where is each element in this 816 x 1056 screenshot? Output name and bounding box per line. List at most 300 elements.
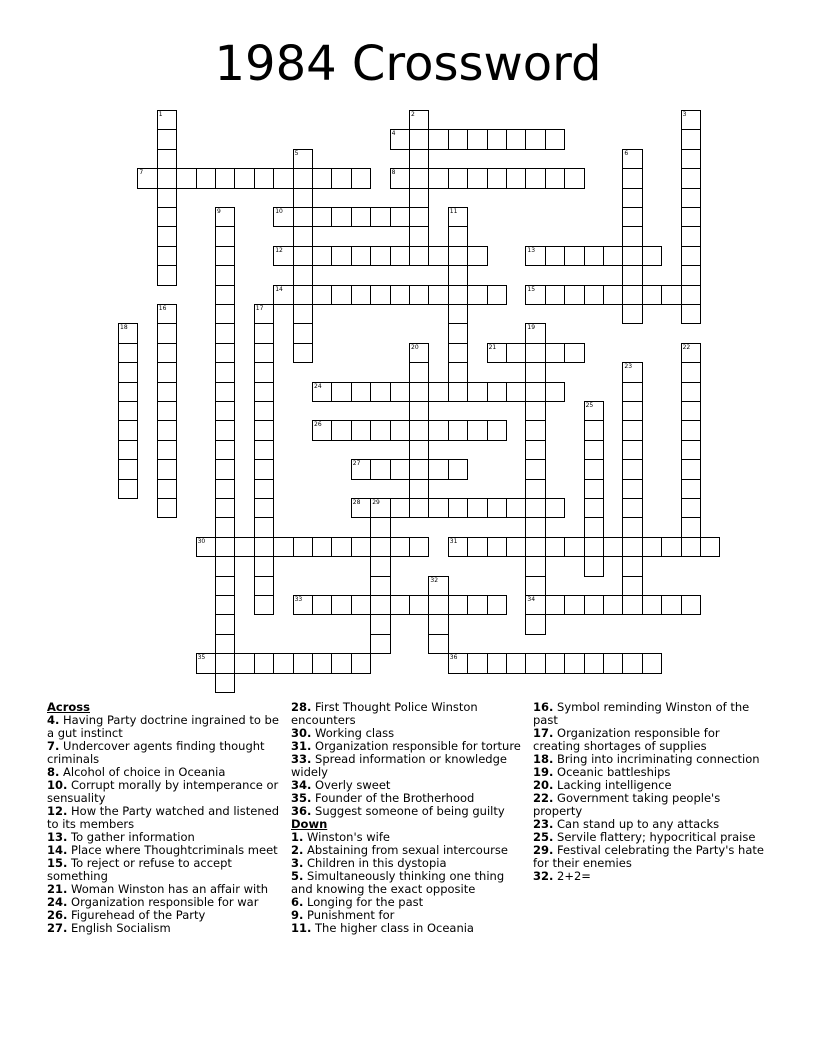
grid-cell[interactable] (157, 440, 177, 460)
grid-cell[interactable] (390, 129, 410, 149)
grid-cell[interactable] (118, 440, 138, 460)
grid-cell[interactable] (293, 188, 313, 208)
grid-cell[interactable] (584, 537, 604, 557)
grid-cell[interactable] (409, 537, 429, 557)
grid-cell[interactable] (622, 459, 642, 479)
grid-cell[interactable] (312, 382, 332, 402)
grid-cell[interactable] (293, 246, 313, 266)
grid-cell[interactable] (428, 285, 448, 305)
grid-cell[interactable] (215, 537, 235, 557)
grid-cell[interactable] (622, 265, 642, 285)
grid-cell[interactable] (681, 304, 701, 324)
grid-cell[interactable] (351, 168, 371, 188)
grid-cell[interactable] (409, 459, 429, 479)
grid-cell[interactable] (681, 440, 701, 460)
grid-cell[interactable] (215, 614, 235, 634)
grid-cell[interactable] (681, 168, 701, 188)
grid-cell[interactable] (312, 595, 332, 615)
grid-cell[interactable] (681, 246, 701, 266)
grid-cell[interactable] (603, 246, 623, 266)
grid-cell[interactable] (409, 129, 429, 149)
grid-cell[interactable] (622, 207, 642, 227)
grid-cell[interactable] (293, 343, 313, 363)
grid-cell[interactable] (681, 401, 701, 421)
grid-cell[interactable] (622, 304, 642, 324)
grid-cell[interactable] (254, 420, 274, 440)
grid-cell[interactable] (564, 595, 584, 615)
grid-cell[interactable] (409, 479, 429, 499)
grid-cell[interactable] (448, 246, 468, 266)
grid-cell[interactable] (370, 382, 390, 402)
grid-cell[interactable] (448, 595, 468, 615)
grid-cell[interactable] (409, 382, 429, 402)
grid-cell[interactable] (603, 537, 623, 557)
grid-cell[interactable] (681, 420, 701, 440)
grid-cell[interactable] (351, 420, 371, 440)
grid-cell[interactable] (331, 537, 351, 557)
grid-cell[interactable] (681, 207, 701, 227)
grid-cell[interactable] (370, 285, 390, 305)
grid-cell[interactable] (370, 420, 390, 440)
grid-cell[interactable] (428, 498, 448, 518)
grid-cell[interactable] (545, 246, 565, 266)
grid-cell[interactable] (681, 479, 701, 499)
grid-cell[interactable] (525, 323, 545, 343)
grid-cell[interactable] (215, 673, 235, 693)
grid-cell[interactable] (351, 382, 371, 402)
grid-cell[interactable] (545, 498, 565, 518)
grid-cell[interactable] (370, 595, 390, 615)
grid-cell[interactable] (525, 614, 545, 634)
grid-cell[interactable] (448, 537, 468, 557)
grid-cell[interactable] (681, 362, 701, 382)
grid-cell[interactable] (215, 362, 235, 382)
grid-cell[interactable] (661, 285, 681, 305)
grid-cell[interactable] (428, 420, 448, 440)
grid-cell[interactable] (487, 595, 507, 615)
grid-cell[interactable] (293, 149, 313, 169)
grid-cell[interactable] (157, 382, 177, 402)
grid-cell[interactable] (118, 323, 138, 343)
grid-cell[interactable] (525, 401, 545, 421)
grid-cell[interactable] (176, 168, 196, 188)
grid-cell[interactable] (215, 653, 235, 673)
grid-cell[interactable] (118, 420, 138, 440)
grid-cell[interactable] (584, 440, 604, 460)
grid-cell[interactable] (293, 537, 313, 557)
grid-cell[interactable] (681, 188, 701, 208)
grid-cell[interactable] (254, 517, 274, 537)
grid-cell[interactable] (622, 595, 642, 615)
grid-cell[interactable] (312, 207, 332, 227)
grid-cell[interactable] (254, 653, 274, 673)
grid-cell[interactable] (273, 653, 293, 673)
grid-cell[interactable] (564, 285, 584, 305)
grid-cell[interactable] (564, 246, 584, 266)
grid-cell[interactable] (661, 537, 681, 557)
grid-cell[interactable] (370, 556, 390, 576)
grid-cell[interactable] (487, 168, 507, 188)
grid-cell[interactable] (273, 207, 293, 227)
grid-cell[interactable] (525, 537, 545, 557)
grid-cell[interactable] (293, 285, 313, 305)
grid-cell[interactable] (390, 382, 410, 402)
grid-cell[interactable] (467, 382, 487, 402)
grid-cell[interactable] (215, 246, 235, 266)
grid-cell[interactable] (487, 285, 507, 305)
grid-cell[interactable] (351, 459, 371, 479)
grid-cell[interactable] (293, 265, 313, 285)
grid-cell[interactable] (642, 595, 662, 615)
grid-cell[interactable] (331, 207, 351, 227)
grid-cell[interactable] (622, 188, 642, 208)
grid-cell[interactable] (448, 498, 468, 518)
grid-cell[interactable] (622, 537, 642, 557)
grid-cell[interactable] (564, 343, 584, 363)
grid-cell[interactable] (331, 168, 351, 188)
grid-cell[interactable] (254, 382, 274, 402)
grid-cell[interactable] (487, 129, 507, 149)
grid-cell[interactable] (409, 246, 429, 266)
grid-cell[interactable] (254, 479, 274, 499)
grid-cell[interactable] (254, 537, 274, 557)
grid-cell[interactable] (157, 479, 177, 499)
grid-cell[interactable] (622, 285, 642, 305)
grid-cell[interactable] (545, 382, 565, 402)
grid-cell[interactable] (681, 517, 701, 537)
grid-cell[interactable] (254, 595, 274, 615)
grid-cell[interactable] (254, 343, 274, 363)
grid-cell[interactable] (254, 440, 274, 460)
grid-cell[interactable] (700, 537, 720, 557)
grid-cell[interactable] (487, 653, 507, 673)
grid-cell[interactable] (390, 285, 410, 305)
grid-cell[interactable] (545, 595, 565, 615)
grid-cell[interactable] (525, 246, 545, 266)
grid-cell[interactable] (545, 285, 565, 305)
grid-cell[interactable] (409, 168, 429, 188)
grid-cell[interactable] (525, 556, 545, 576)
grid-cell[interactable] (525, 459, 545, 479)
grid-cell[interactable] (157, 246, 177, 266)
grid-cell[interactable] (370, 459, 390, 479)
grid-cell[interactable] (622, 226, 642, 246)
grid-cell[interactable] (351, 246, 371, 266)
grid-cell[interactable] (215, 556, 235, 576)
grid-cell[interactable] (157, 343, 177, 363)
grid-cell[interactable] (215, 401, 235, 421)
grid-cell[interactable] (448, 168, 468, 188)
grid-cell[interactable] (525, 168, 545, 188)
grid-cell[interactable] (622, 149, 642, 169)
grid-cell[interactable] (370, 207, 390, 227)
grid-cell[interactable] (312, 537, 332, 557)
grid-cell[interactable] (157, 188, 177, 208)
grid-cell[interactable] (254, 304, 274, 324)
grid-cell[interactable] (215, 168, 235, 188)
grid-cell[interactable] (467, 653, 487, 673)
grid-cell[interactable] (681, 149, 701, 169)
grid-cell[interactable] (331, 285, 351, 305)
grid-cell[interactable] (409, 401, 429, 421)
grid-cell[interactable] (137, 168, 157, 188)
grid-cell[interactable] (622, 440, 642, 460)
grid-cell[interactable] (681, 537, 701, 557)
grid-cell[interactable] (215, 479, 235, 499)
grid-cell[interactable] (681, 285, 701, 305)
grid-cell[interactable] (584, 517, 604, 537)
grid-cell[interactable] (506, 168, 526, 188)
grid-cell[interactable] (351, 207, 371, 227)
grid-cell[interactable] (506, 537, 526, 557)
grid-cell[interactable] (118, 362, 138, 382)
grid-cell[interactable] (448, 653, 468, 673)
grid-cell[interactable] (215, 576, 235, 596)
grid-cell[interactable] (409, 285, 429, 305)
grid-cell[interactable] (428, 614, 448, 634)
grid-cell[interactable] (215, 634, 235, 654)
grid-cell[interactable] (525, 285, 545, 305)
grid-cell[interactable] (215, 420, 235, 440)
grid-cell[interactable] (390, 207, 410, 227)
grid-cell[interactable] (273, 246, 293, 266)
grid-cell[interactable] (545, 343, 565, 363)
grid-cell[interactable] (506, 382, 526, 402)
grid-cell[interactable] (215, 207, 235, 227)
grid-cell[interactable] (312, 246, 332, 266)
grid-cell[interactable] (525, 479, 545, 499)
grid-cell[interactable] (584, 246, 604, 266)
grid-cell[interactable] (467, 537, 487, 557)
grid-cell[interactable] (448, 129, 468, 149)
grid-cell[interactable] (448, 420, 468, 440)
grid-cell[interactable] (215, 285, 235, 305)
grid-cell[interactable] (545, 653, 565, 673)
grid-cell[interactable] (467, 285, 487, 305)
grid-cell[interactable] (293, 226, 313, 246)
grid-cell[interactable] (525, 420, 545, 440)
grid-cell[interactable] (157, 168, 177, 188)
grid-cell[interactable] (409, 226, 429, 246)
grid-cell[interactable] (254, 556, 274, 576)
grid-cell[interactable] (603, 285, 623, 305)
grid-cell[interactable] (584, 479, 604, 499)
grid-cell[interactable] (215, 265, 235, 285)
grid-cell[interactable] (331, 420, 351, 440)
grid-cell[interactable] (506, 343, 526, 363)
grid-cell[interactable] (545, 168, 565, 188)
grid-cell[interactable] (293, 207, 313, 227)
grid-cell[interactable] (622, 168, 642, 188)
grid-cell[interactable] (370, 498, 390, 518)
grid-cell[interactable] (118, 459, 138, 479)
grid-cell[interactable] (370, 537, 390, 557)
grid-cell[interactable] (448, 382, 468, 402)
grid-cell[interactable] (448, 459, 468, 479)
grid-cell[interactable] (681, 226, 701, 246)
grid-cell[interactable] (157, 110, 177, 130)
grid-cell[interactable] (525, 129, 545, 149)
grid-cell[interactable] (293, 323, 313, 343)
grid-cell[interactable] (642, 246, 662, 266)
grid-cell[interactable] (545, 537, 565, 557)
grid-cell[interactable] (642, 653, 662, 673)
grid-cell[interactable] (642, 537, 662, 557)
grid-cell[interactable] (525, 595, 545, 615)
grid-cell[interactable] (312, 168, 332, 188)
grid-cell[interactable] (448, 304, 468, 324)
grid-cell[interactable] (622, 362, 642, 382)
grid-cell[interactable] (215, 323, 235, 343)
grid-cell[interactable] (525, 382, 545, 402)
grid-cell[interactable] (370, 517, 390, 537)
grid-cell[interactable] (487, 498, 507, 518)
grid-cell[interactable] (525, 653, 545, 673)
grid-cell[interactable] (312, 653, 332, 673)
grid-cell[interactable] (351, 595, 371, 615)
grid-cell[interactable] (409, 110, 429, 130)
grid-cell[interactable] (215, 382, 235, 402)
grid-cell[interactable] (254, 323, 274, 343)
grid-cell[interactable] (157, 323, 177, 343)
grid-cell[interactable] (390, 459, 410, 479)
grid-cell[interactable] (681, 110, 701, 130)
grid-cell[interactable] (681, 498, 701, 518)
grid-cell[interactable] (487, 343, 507, 363)
grid-cell[interactable] (293, 653, 313, 673)
grid-cell[interactable] (409, 498, 429, 518)
grid-cell[interactable] (564, 653, 584, 673)
grid-cell[interactable] (428, 595, 448, 615)
grid-cell[interactable] (273, 537, 293, 557)
grid-cell[interactable] (293, 595, 313, 615)
grid-cell[interactable] (564, 168, 584, 188)
grid-cell[interactable] (428, 168, 448, 188)
grid-cell[interactable] (118, 343, 138, 363)
grid-cell[interactable] (564, 537, 584, 557)
grid-cell[interactable] (254, 459, 274, 479)
grid-cell[interactable] (603, 653, 623, 673)
grid-cell[interactable] (215, 304, 235, 324)
grid-cell[interactable] (390, 246, 410, 266)
grid-cell[interactable] (584, 498, 604, 518)
grid-cell[interactable] (525, 498, 545, 518)
grid-cell[interactable] (234, 537, 254, 557)
grid-cell[interactable] (525, 440, 545, 460)
grid-cell[interactable] (293, 168, 313, 188)
grid-cell[interactable] (642, 285, 662, 305)
grid-cell[interactable] (681, 265, 701, 285)
grid-cell[interactable] (254, 576, 274, 596)
grid-cell[interactable] (157, 129, 177, 149)
grid-cell[interactable] (215, 343, 235, 363)
grid-cell[interactable] (215, 595, 235, 615)
grid-cell[interactable] (157, 459, 177, 479)
grid-cell[interactable] (584, 556, 604, 576)
grid-cell[interactable] (157, 401, 177, 421)
grid-cell[interactable] (196, 537, 216, 557)
grid-cell[interactable] (215, 498, 235, 518)
grid-cell[interactable] (409, 420, 429, 440)
grid-cell[interactable] (351, 537, 371, 557)
grid-cell[interactable] (254, 168, 274, 188)
grid-cell[interactable] (370, 614, 390, 634)
grid-cell[interactable] (428, 246, 448, 266)
grid-cell[interactable] (390, 420, 410, 440)
grid-cell[interactable] (215, 517, 235, 537)
grid-cell[interactable] (622, 576, 642, 596)
grid-cell[interactable] (409, 440, 429, 460)
grid-cell[interactable] (118, 401, 138, 421)
grid-cell[interactable] (681, 129, 701, 149)
grid-cell[interactable] (118, 382, 138, 402)
grid-cell[interactable] (448, 285, 468, 305)
grid-cell[interactable] (312, 420, 332, 440)
grid-cell[interactable] (370, 576, 390, 596)
grid-cell[interactable] (487, 420, 507, 440)
grid-cell[interactable] (622, 382, 642, 402)
grid-cell[interactable] (273, 285, 293, 305)
grid-cell[interactable] (351, 285, 371, 305)
grid-cell[interactable] (622, 653, 642, 673)
grid-cell[interactable] (254, 498, 274, 518)
grid-cell[interactable] (448, 343, 468, 363)
grid-cell[interactable] (467, 595, 487, 615)
grid-cell[interactable] (525, 517, 545, 537)
grid-cell[interactable] (448, 265, 468, 285)
grid-cell[interactable] (661, 595, 681, 615)
grid-cell[interactable] (525, 576, 545, 596)
grid-cell[interactable] (390, 168, 410, 188)
grid-cell[interactable] (681, 459, 701, 479)
grid-cell[interactable] (215, 226, 235, 246)
grid-cell[interactable] (331, 382, 351, 402)
grid-cell[interactable] (681, 382, 701, 402)
grid-cell[interactable] (157, 149, 177, 169)
grid-cell[interactable] (428, 576, 448, 596)
grid-cell[interactable] (409, 343, 429, 363)
grid-cell[interactable] (157, 207, 177, 227)
grid-cell[interactable] (622, 420, 642, 440)
grid-cell[interactable] (273, 168, 293, 188)
grid-cell[interactable] (157, 265, 177, 285)
grid-cell[interactable] (467, 246, 487, 266)
grid-cell[interactable] (370, 246, 390, 266)
grid-cell[interactable] (584, 285, 604, 305)
grid-cell[interactable] (584, 595, 604, 615)
grid-cell[interactable] (196, 168, 216, 188)
grid-cell[interactable] (506, 498, 526, 518)
grid-cell[interactable] (622, 479, 642, 499)
grid-cell[interactable] (351, 498, 371, 518)
grid-cell[interactable] (603, 595, 623, 615)
grid-cell[interactable] (428, 382, 448, 402)
grid-cell[interactable] (622, 517, 642, 537)
grid-cell[interactable] (584, 459, 604, 479)
grid-cell[interactable] (448, 323, 468, 343)
grid-cell[interactable] (409, 149, 429, 169)
grid-cell[interactable] (467, 420, 487, 440)
grid-cell[interactable] (409, 188, 429, 208)
grid-cell[interactable] (157, 420, 177, 440)
grid-cell[interactable] (215, 440, 235, 460)
grid-cell[interactable] (390, 595, 410, 615)
grid-cell[interactable] (448, 362, 468, 382)
grid-cell[interactable] (293, 304, 313, 324)
grid-cell[interactable] (234, 653, 254, 673)
grid-cell[interactable] (351, 653, 371, 673)
grid-cell[interactable] (428, 129, 448, 149)
